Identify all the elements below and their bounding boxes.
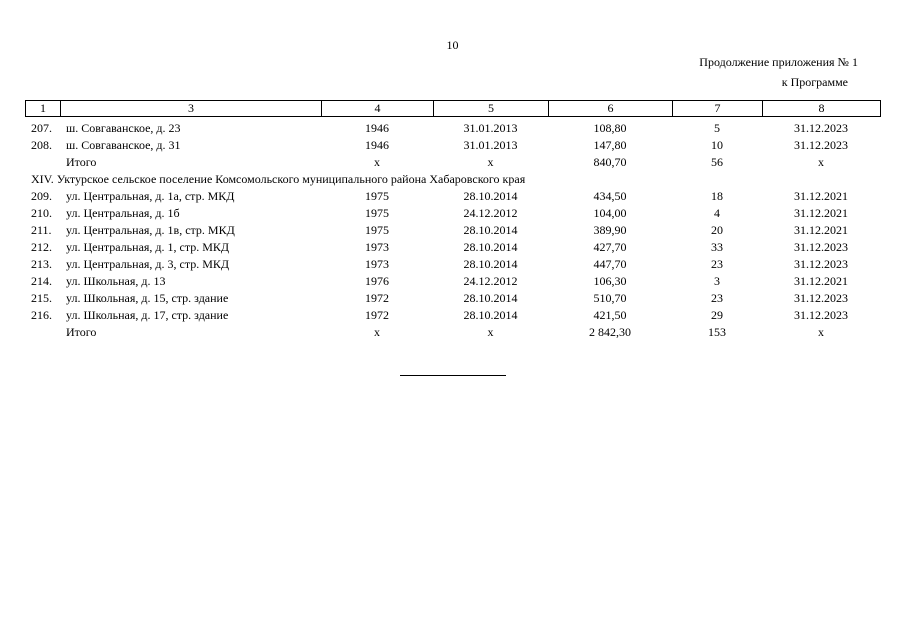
row-area: 447,70: [593, 257, 627, 271]
column-header-row: [26, 101, 881, 117]
row-date: 31.01.2013: [463, 138, 518, 152]
table-row: [25, 239, 880, 256]
row-address: ш. Совгаванское, д. 23: [66, 121, 181, 135]
total-deadline: х: [818, 325, 824, 339]
column-header: 6: [549, 101, 673, 117]
total-deadline: х: [818, 155, 824, 169]
row-date: 28.10.2014: [463, 223, 518, 237]
table-row: [25, 307, 880, 324]
row-year: 1972: [365, 308, 389, 322]
row-address: ул. Школьная, д. 15, стр. здание: [66, 291, 229, 305]
end-rule: [400, 375, 506, 376]
row-address: ул. Центральная, д. 1в, стр. МКД: [66, 223, 235, 237]
row-deadline: 31.12.2021: [794, 274, 848, 288]
row-area: 421,50: [593, 308, 627, 322]
table-row: [25, 137, 880, 154]
table-row: [25, 256, 880, 273]
column-header: 7: [673, 101, 763, 117]
row-number: 209.: [31, 189, 52, 203]
row-number: 216.: [31, 308, 52, 322]
table-row: [25, 273, 880, 290]
row-people: 3: [714, 274, 720, 288]
row-date: 28.10.2014: [463, 308, 518, 322]
row-deadline: 31.12.2021: [794, 189, 848, 203]
total-year: х: [374, 155, 380, 169]
total-area: 840,70: [593, 155, 627, 169]
total-area: 2 842,30: [589, 325, 631, 339]
row-area: 434,50: [593, 189, 627, 203]
column-header: 4: [322, 101, 434, 117]
row-date: 31.01.2013: [463, 121, 518, 135]
row-number: 215.: [31, 291, 52, 305]
total-people: 153: [708, 325, 726, 339]
row-deadline: 31.12.2021: [794, 206, 848, 220]
row-deadline: 31.12.2023: [794, 121, 848, 135]
row-year: 1975: [365, 223, 389, 237]
section-row: [25, 171, 880, 188]
table-row: [25, 205, 880, 222]
table-row: [25, 120, 880, 137]
row-number: 211.: [31, 223, 52, 237]
row-address: ул. Центральная, д. 1а, стр. МКД: [66, 189, 235, 203]
row-people: 29: [711, 308, 723, 322]
row-number: 208.: [31, 138, 52, 152]
row-address: ул. Школьная, д. 13: [66, 274, 166, 288]
row-date: 24.12.2012: [463, 274, 518, 288]
total-label: Итого: [66, 155, 97, 169]
row-people: 5: [714, 121, 720, 135]
row-deadline: 31.12.2023: [794, 291, 848, 305]
row-people: 10: [711, 138, 723, 152]
row-number: 214.: [31, 274, 52, 288]
row-people: 23: [711, 291, 723, 305]
row-deadline: 31.12.2023: [794, 257, 848, 271]
row-address: ул. Центральная, д. 1, стр. МКД: [66, 240, 230, 254]
appendix-line-2: к Программе: [781, 75, 848, 89]
appendix-line-1: Продолжение приложения № 1: [699, 55, 858, 69]
row-date: 28.10.2014: [463, 240, 518, 254]
row-people: 23: [711, 257, 723, 271]
appendix-heading: [699, 52, 858, 92]
row-area: 427,70: [593, 240, 627, 254]
row-area: 147,80: [593, 138, 627, 152]
row-date: 28.10.2014: [463, 189, 518, 203]
row-year: 1975: [365, 189, 389, 203]
table-row: [25, 188, 880, 205]
table-row: [25, 290, 880, 307]
page-number: 10: [446, 38, 459, 52]
row-area: 106,30: [593, 274, 627, 288]
row-year: 1946: [365, 121, 389, 135]
row-address: ул. Центральная, д. 1б: [66, 206, 180, 220]
total-row: [25, 324, 880, 341]
table-row: [25, 222, 880, 239]
row-area: 389,90: [593, 223, 627, 237]
total-row: [25, 154, 880, 171]
row-people: 33: [711, 240, 723, 254]
column-header-table: [25, 100, 881, 117]
column-header: 1: [26, 101, 61, 117]
total-date: х: [487, 325, 494, 339]
column-header: 5: [434, 101, 549, 117]
total-label: Итого: [66, 325, 97, 339]
row-address: ул. Школьная, д. 17, стр. здание: [66, 308, 229, 322]
row-number: 212.: [31, 240, 52, 254]
row-address: ш. Совгаванское, д. 31: [66, 138, 181, 152]
row-deadline: 31.12.2021: [794, 223, 848, 237]
row-address: ул. Центральная, д. 3, стр. МКД: [66, 257, 230, 271]
row-year: 1976: [365, 274, 389, 288]
row-people: 4: [714, 206, 720, 220]
row-year: 1946: [365, 138, 389, 152]
row-date: 28.10.2014: [463, 291, 518, 305]
housing-table: [25, 120, 880, 341]
row-year: 1972: [365, 291, 389, 305]
row-year: 1975: [365, 206, 389, 220]
row-number: 207.: [31, 121, 52, 135]
row-deadline: 31.12.2023: [794, 138, 848, 152]
row-date: 24.12.2012: [463, 206, 518, 220]
row-area: 104,00: [593, 206, 627, 220]
row-number: 213.: [31, 257, 52, 271]
section-title: XIV. Уктурское сельское поселение Комсомольского муниципального района Хабаровского края: [31, 172, 526, 186]
total-year: х: [374, 325, 380, 339]
total-date: х: [487, 155, 494, 169]
column-header: 3: [61, 101, 322, 117]
row-date: 28.10.2014: [463, 257, 518, 271]
total-people: 56: [711, 155, 723, 169]
row-area: 510,70: [593, 291, 627, 305]
column-header: 8: [763, 101, 881, 117]
row-year: 1973: [365, 257, 389, 271]
row-area: 108,80: [593, 121, 627, 135]
row-people: 18: [711, 189, 723, 203]
row-people: 20: [711, 223, 723, 237]
row-year: 1973: [365, 240, 389, 254]
row-deadline: 31.12.2023: [794, 240, 848, 254]
row-number: 210.: [31, 206, 52, 220]
row-deadline: 31.12.2023: [794, 308, 848, 322]
